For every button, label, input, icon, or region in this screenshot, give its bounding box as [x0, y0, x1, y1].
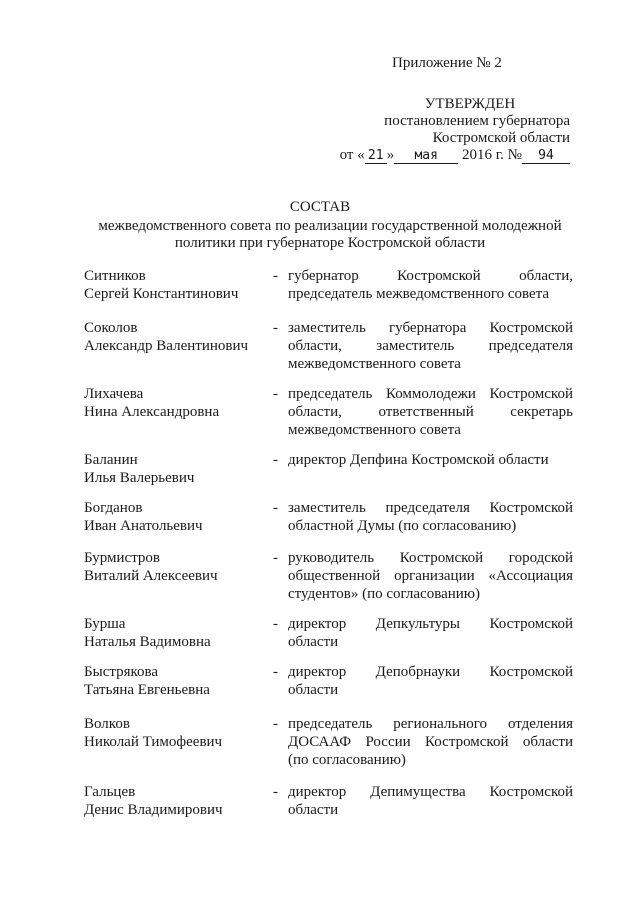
- member-surname: Бурмистров: [84, 550, 161, 566]
- member-role-line: области: [288, 802, 339, 818]
- approval-block: [310, 96, 570, 164]
- member-given-names: Иван Анатольевич: [84, 518, 203, 534]
- member-given-names: Илья Валерьевич: [84, 470, 195, 486]
- member-role-line: областной Думы (по согласованию): [288, 518, 517, 534]
- member-role-line: председатель регионального отделения: [288, 716, 573, 732]
- date-mid: »: [386, 147, 395, 163]
- member-role: [288, 385, 573, 439]
- decree-line-2: Костромской области: [432, 130, 570, 146]
- member-dash: -: [273, 268, 278, 284]
- member-role-line: области, ответственный секретарь: [288, 404, 573, 420]
- member-role-line: директор Депобрнауки Костромской: [288, 664, 573, 680]
- member-role-line: межведомственного совета: [288, 422, 461, 438]
- member-role-line: ДОСААФ России Костромской области: [288, 734, 573, 750]
- member-name: [84, 267, 274, 303]
- member-given-names: Александр Валентинович: [84, 338, 249, 354]
- member-surname: Лихачева: [84, 386, 144, 402]
- member-role: [288, 715, 573, 769]
- member-surname: Баланин: [84, 452, 138, 468]
- member-dash: -: [273, 500, 278, 516]
- member-given-names: Денис Владимирович: [84, 802, 223, 818]
- member-name: [84, 783, 274, 819]
- member-role: [288, 319, 573, 373]
- member-role-line: заместитель председателя Костромской: [288, 500, 573, 516]
- member-role-line: директор Депкультуры Костромской: [288, 616, 573, 632]
- member-name: [84, 615, 274, 651]
- member-role: [288, 663, 573, 699]
- date-year: 2016 г. №: [461, 147, 522, 163]
- member-dash: -: [273, 320, 278, 336]
- member-dash: -: [273, 386, 278, 402]
- member-dash: -: [273, 452, 278, 468]
- member-role-line: области, заместитель председателя: [288, 338, 573, 354]
- member-dash: -: [273, 616, 278, 632]
- date-day-handwritten: 21: [365, 149, 387, 164]
- member-given-names: Виталий Алексеевич: [84, 568, 218, 584]
- member-role-line: заместитель губернатора Костромской: [288, 320, 573, 336]
- member-role-line: председатель Коммолодежи Костромской: [288, 386, 573, 402]
- member-dash: -: [273, 716, 278, 732]
- member-given-names: Наталья Вадимовна: [84, 634, 211, 650]
- member-given-names: Николай Тимофеевич: [84, 734, 223, 750]
- member-name: [84, 385, 274, 421]
- member-role-line: области: [288, 634, 339, 650]
- member-name: [84, 715, 274, 751]
- subtitle-line-1: межведомственного совета по реализации государственной молодежной: [98, 218, 562, 234]
- member-dash: -: [273, 784, 278, 800]
- member-surname: Соколов: [84, 320, 138, 336]
- date-month-handwritten: мая: [394, 149, 458, 164]
- member-given-names: Татьяна Евгеньевна: [84, 682, 210, 698]
- member-dash: -: [273, 550, 278, 566]
- member-name: [84, 499, 274, 535]
- member-name: [84, 319, 274, 355]
- member-role-line: директор Депимущества Костромской: [288, 784, 573, 800]
- member-role: [288, 267, 573, 303]
- member-role: [288, 549, 573, 603]
- member-role-line: директор Депфина Костромской области: [288, 452, 549, 468]
- member-role-line: студентов» (по согласованию): [288, 586, 480, 602]
- member-surname: Быстрякова: [84, 664, 159, 680]
- member-role: [288, 499, 573, 535]
- member-surname: Бурша: [84, 616, 126, 632]
- member-name: [84, 663, 274, 699]
- appendix-label: Приложение № 2: [392, 55, 502, 71]
- date-prefix: от «: [339, 147, 365, 163]
- decree-line-1: постановлением губернатора: [384, 113, 570, 129]
- member-role-line: руководитель Костромской городской: [288, 550, 573, 566]
- member-surname: Гальцев: [84, 784, 136, 800]
- composition-subtitle: [80, 218, 580, 252]
- member-role-line: (по согласованию): [288, 752, 406, 768]
- member-role: [288, 783, 573, 819]
- member-surname: Ситников: [84, 268, 146, 284]
- member-role-line: председатель межведомственного совета: [288, 286, 550, 302]
- member-name: [84, 451, 274, 487]
- member-given-names: Сергей Константинович: [84, 286, 239, 302]
- member-role-line: области: [288, 682, 339, 698]
- member-surname: Богданов: [84, 500, 143, 516]
- subtitle-line-2: политики при губернаторе Костромской области: [174, 235, 486, 251]
- member-role: [288, 615, 573, 651]
- member-role-line: общественной организации «Ассоциация: [288, 568, 573, 584]
- member-role-line: губернатор Костромской области,: [288, 268, 573, 284]
- member-role-line: межведомственного совета: [288, 356, 461, 372]
- member-role: [288, 451, 573, 469]
- approved-heading: УТВЕРЖДЕН: [424, 96, 516, 112]
- decree-date: [310, 147, 570, 164]
- member-surname: Волков: [84, 716, 130, 732]
- member-dash: -: [273, 664, 278, 680]
- composition-heading: СОСТАВ: [289, 199, 351, 215]
- member-given-names: Нина Александровна: [84, 404, 220, 420]
- decree-number-handwritten: 94: [522, 149, 570, 164]
- member-name: [84, 549, 274, 585]
